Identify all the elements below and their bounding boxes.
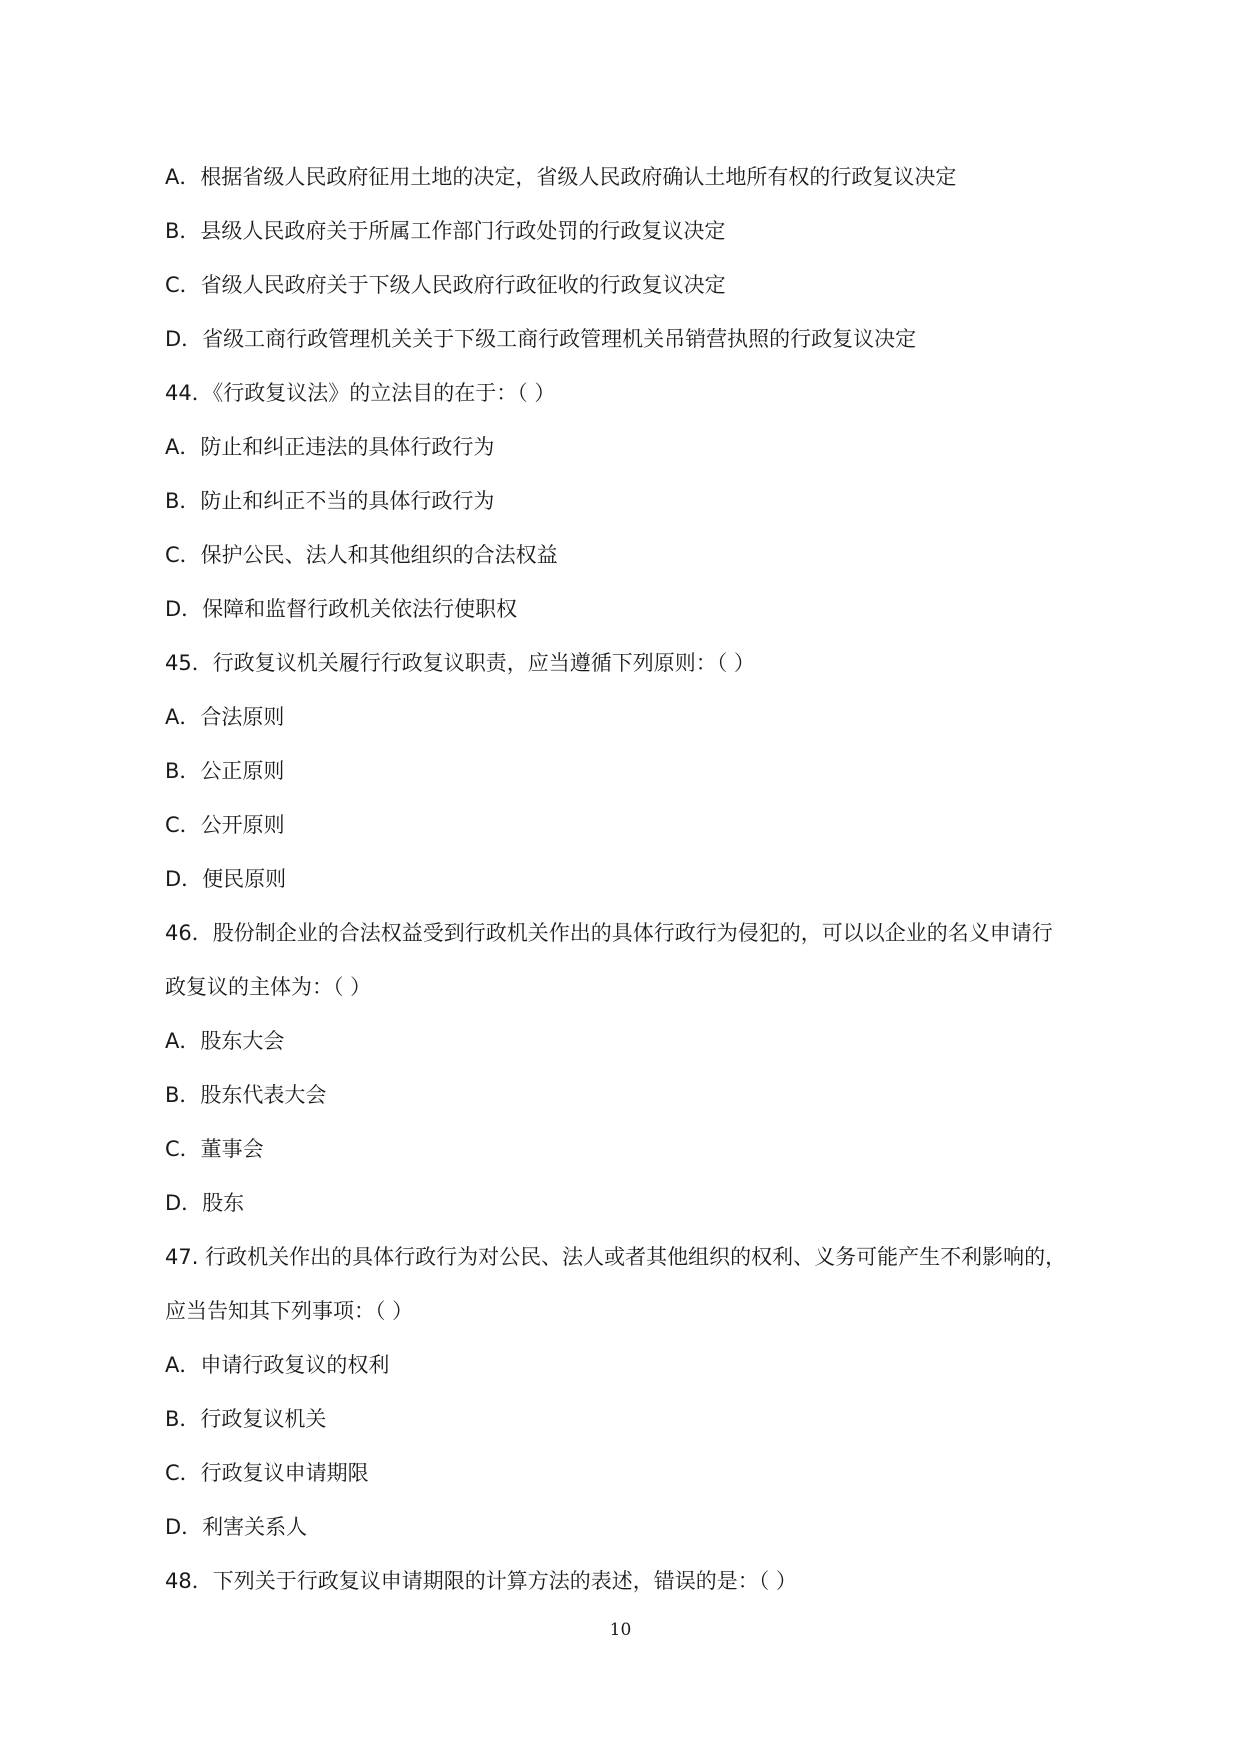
option-45-d: D．便民原则 <box>165 867 287 891</box>
question-45: 45．行政复议机关履行行政复议职责，应当遵循下列原则：（ ） <box>165 651 755 675</box>
option-45-c: C．公开原则 <box>165 813 285 837</box>
option-43-c: C．省级人民政府关于下级人民政府行政征收的行政复议决定 <box>165 273 726 297</box>
text-body <box>165 150 1095 1608</box>
question-47-line-2: 应当告知其下列事项：（ ） <box>165 1299 414 1323</box>
option-46-d: D．股东 <box>165 1191 245 1215</box>
option-44-c: C．保护公民、法人和其他组织的合法权益 <box>165 543 558 567</box>
question-44: 44．《行政复议法》的立法目的在于：（ ） <box>165 381 556 405</box>
option-44-d: D．保障和监督行政机关依法行使职权 <box>165 597 518 621</box>
option-46-c: C．董事会 <box>165 1137 264 1161</box>
question-46-line-2: 政复议的主体为：（ ） <box>165 975 372 999</box>
option-47-c: C．行政复议申请期限 <box>165 1461 369 1485</box>
option-44-b: B．防止和纠正不当的具体行政行为 <box>165 489 495 513</box>
option-47-d: D．利害关系人 <box>165 1515 308 1539</box>
option-43-b: B．县级人民政府关于所属工作部门行政处罚的行政复议决定 <box>165 219 726 243</box>
option-43-a: A．根据省级人民政府征用土地的决定，省级人民政府确认土地所有权的行政复议决定 <box>165 165 957 189</box>
question-47-line-1: 47. 行政机关作出的具体行政行为对公民、法人或者其他组织的权利、义务可能产生不利影响的， <box>165 1245 1067 1269</box>
page-number: 10 <box>609 1620 632 1640</box>
option-43-d: D．省级工商行政管理机关关于下级工商行政管理机关吊销营执照的行政复议决定 <box>165 327 917 351</box>
option-44-a: A．防止和纠正违法的具体行政行为 <box>165 435 495 459</box>
option-46-b: B．股东代表大会 <box>165 1083 327 1107</box>
option-46-a: A．股东大会 <box>165 1029 285 1053</box>
question-48: 48．下列关于行政复议申请期限的计算方法的表述，错误的是：（ ） <box>165 1569 797 1593</box>
option-45-a: A．合法原则 <box>165 705 285 729</box>
option-47-b: B．行政复议机关 <box>165 1407 327 1431</box>
option-47-a: A．申请行政复议的权利 <box>165 1353 390 1377</box>
question-46-line-1: 46．股份制企业的合法权益受到行政机关作出的具体行政行为侵犯的，可以以企业的名义申请行 <box>165 921 1053 945</box>
option-45-b: B．公正原则 <box>165 759 285 783</box>
